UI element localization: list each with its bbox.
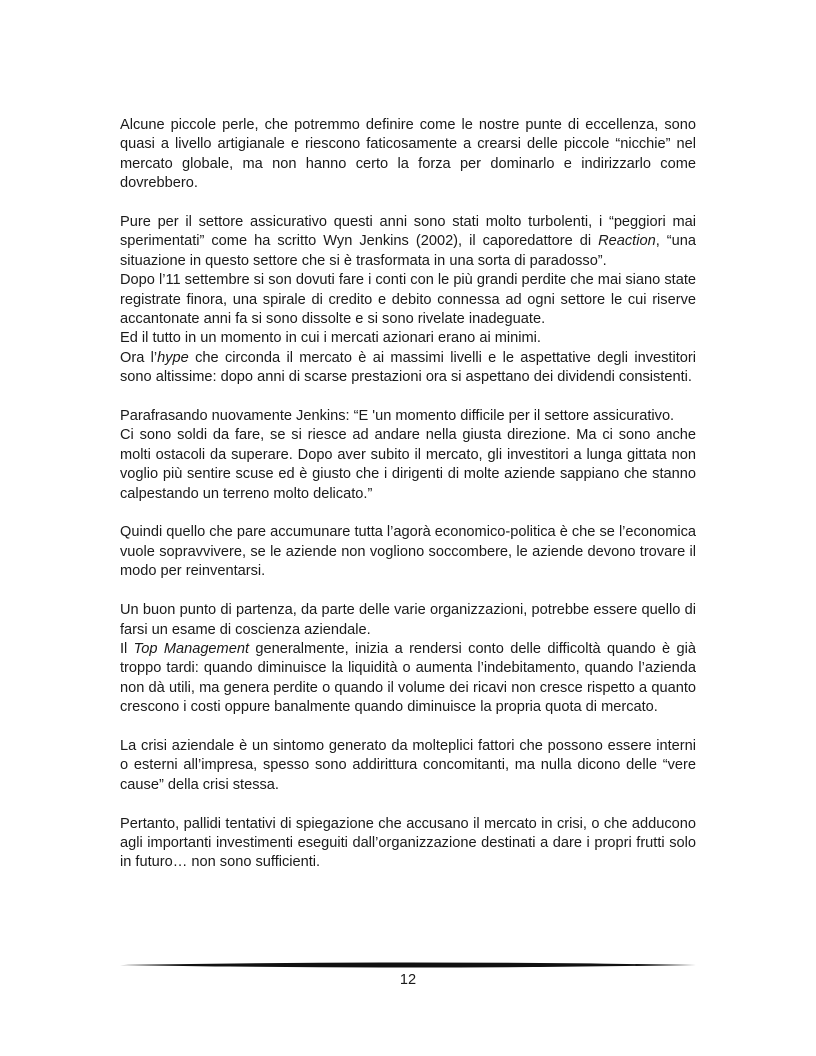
paragraph-2d-text-after: che circonda il mercato è ai massimi livelli e le aspettative degli investitori sono altissime: dopo anni di scarse prestazioni ora si aspettano dei dividendi consistenti. — [120, 349, 696, 386]
paragraph-2a — [120, 213, 696, 271]
paragraph-2b — [120, 271, 696, 329]
paragraph-5b-text-after: generalmente, inizia a rendersi conto delle difficoltà quando è già troppo tardi: quando diminuisce la liquidità o aumenta l’indebitamento, quando l’azienda non dà utili, ma genera perdite o quando il volume dei ricavi non cresce rispetto a quanto crescono i costi oppure banalmente quando diminuisce la propria quota di mercato. — [120, 640, 696, 716]
paragraph-3b-text: Ci sono soldi da fare, se si riesce ad andare nella giusta direzione. Ma ci sono anche molti ostacoli da superare. Dopo aver subito il mercato, gli investitori a lunga gittata non voglio più sentire scuse ed è giusto che i dirigenti di molte aziende sappiano che stanno calpestando un terreno molto delicato.” — [120, 427, 696, 502]
paragraph-1-text: Alcune piccole perle, che potremmo definire come le nostre punte di eccellenza, sono quasi a livello artigianale e riescono faticosamente a crearsi delle piccole “nicchie” nel mercato globale, ma non hanno certo la forza per dominarlo e indirizzarlo come dovrebbero. — [120, 117, 696, 192]
paragraph-5b — [120, 640, 696, 718]
paragraph-7 — [120, 815, 696, 873]
top-management-italic: Top Management — [133, 640, 249, 657]
paragraph-7-text: Pertanto, pallidi tentativi di spiegazione che accusano il mercato in crisi, o che adducono agli importanti investimenti eseguiti dall’organizzazione destinati a dare i propri frutti solo in futuro… non sono sufficienti. — [120, 815, 696, 871]
paragraph-3b — [120, 426, 696, 504]
footer-divider — [120, 961, 696, 969]
paragraph-5a — [120, 601, 696, 640]
paragraph-3a-text: Parafrasando nuovamente Jenkins: “E 'un momento difficile per il settore assicurativo. — [120, 408, 675, 425]
paragraph-1 — [120, 116, 696, 194]
hype-italic: hype — [157, 349, 189, 366]
paragraph-6-text: La crisi aziendale è un sintomo generato da molteplici fattori che possono essere interni o esterni all’impresa, spesso sono addirittura concomitanti, ma nulla dicono delle “vere cause” della crisi stessa. — [120, 737, 696, 793]
paragraph-3a — [120, 407, 696, 426]
page-number: 12 — [399, 972, 417, 988]
paragraph-2a-text-before: Pure per il settore assicurativo questi anni sono stati molto turbolenti, i “peggiori mai sperimentati” come ha scritto Wyn Jenkins (2002), il caporedattore di — [120, 214, 696, 250]
paragraph-5a-text: Un buon punto di partenza, da parte delle varie organizzazioni, potrebbe essere quello di farsi un esame di coscienza aziendale. — [120, 602, 696, 638]
reaction-italic: Reaction — [598, 233, 656, 250]
paragraph-2d — [120, 349, 696, 388]
paragraph-2b-text: Dopo l’11 settembre si son dovuti fare i conti con le più grandi perdite che mai siano state registrate finora, una spirale di credito e debito connessa ad ogni settore le cui riserve accantonate anni fa si sono dissolte e si sono rivelate inadeguate. — [120, 272, 696, 328]
page-body — [120, 116, 696, 892]
paragraph-4-text: Quindi quello che pare accumunare tutta l’agorà economico-politica è che se l’economica vuole sopravvivere, se le aziende non vogliono soccombere, le aziende devono trovare il modo per reinventarsi. — [120, 524, 696, 580]
paragraph-2a-text-after: , “una situazione in questo settore che si è trasformata in una sorta di paradosso”. — [120, 233, 696, 269]
paragraph-2c — [120, 329, 696, 348]
paragraph-2d-text-before: Ora l’ — [120, 349, 158, 366]
paragraph-6 — [120, 737, 696, 795]
paragraph-2c-text: Ed il tutto in un momento in cui i mercati azionari erano ai minimi. — [120, 330, 541, 347]
paragraph-4 — [120, 523, 696, 581]
paragraph-5b-text-before: Il — [120, 640, 134, 657]
